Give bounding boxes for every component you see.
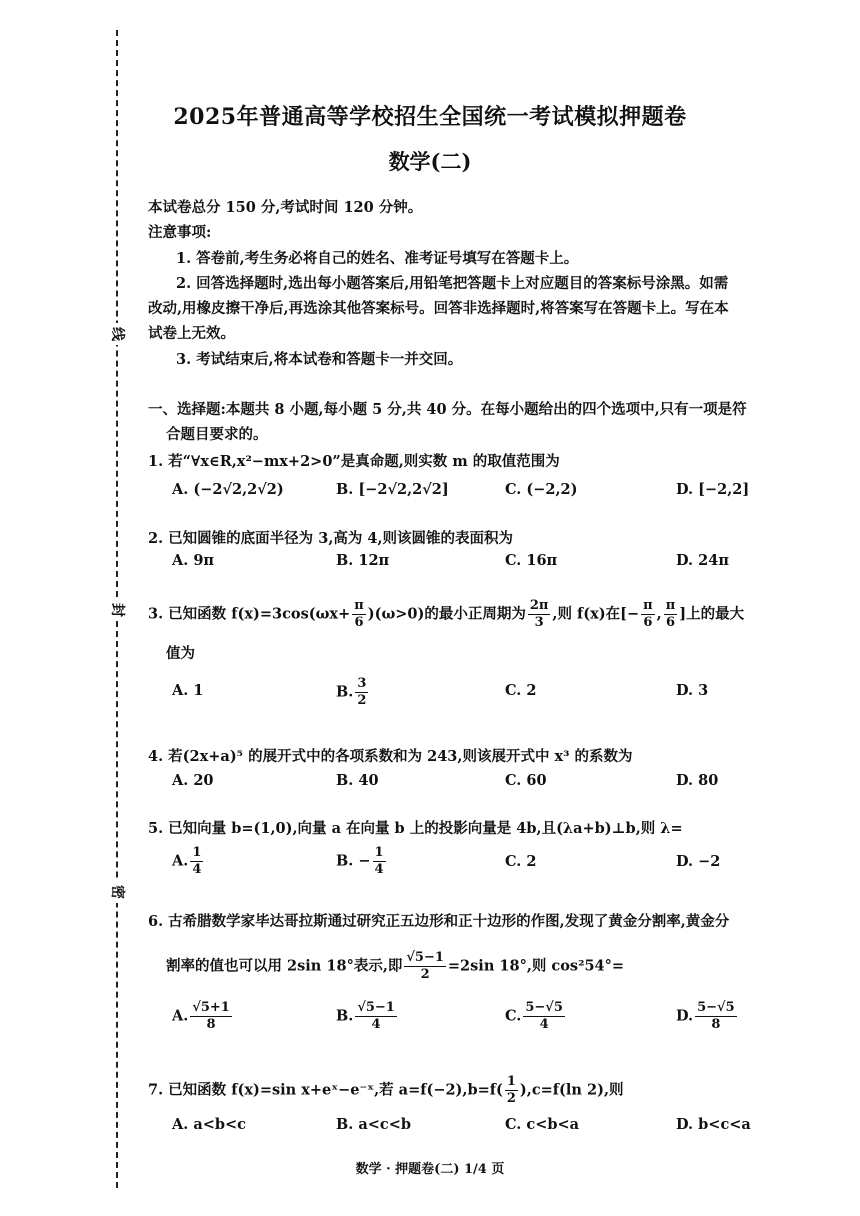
q4-option-c: C. 60 bbox=[505, 772, 547, 789]
q6-option-d: D. $\frac{5-√5}{8}$ bbox=[676, 1000, 735, 1032]
q4-stem: 4. 若(2x+a)⁵ 的展开式中的各项系数和为 243,则该展开式中 x³ 的系数为 bbox=[148, 748, 633, 765]
section-1-heading: 一、选择题:本题共 8 小题,每小题 5 分,共 40 分。在每小题给出的四个选项中,只有一项是符 bbox=[148, 401, 747, 418]
notes-item-2b: 改动,用橡皮擦干净后,再选涂其他答案标号。回答非选择题时,将答案写在答题卡上。写在本 bbox=[148, 300, 729, 317]
q7-option-b: B. a<c<b bbox=[336, 1116, 412, 1133]
q3-option-b: B. $\frac{3}{2}$ bbox=[336, 676, 367, 708]
q2-option-d: D. 24π bbox=[676, 552, 729, 569]
q6-option-b: B. $\frac{√5-1}{4}$ bbox=[336, 1000, 395, 1032]
q3-stem-line2: 值为 bbox=[166, 645, 195, 662]
page-footer: 数学 · 押题卷(二) 1/4 页 bbox=[355, 1162, 505, 1177]
q6-option-c: C. $\frac{5-√5}{4}$ bbox=[505, 1000, 563, 1032]
exam-title: 2025年普通高等学校招生全国统一考试模拟押题卷 bbox=[173, 104, 687, 130]
q3-frac-upper: $\frac{\pi}{6}$ bbox=[665, 598, 676, 630]
q2-option-a: A. 9π bbox=[172, 552, 215, 569]
q3-stem-part3: ,则 f(x)在[− bbox=[552, 605, 640, 623]
q3-frac-pi-6: $\frac{\pi}{6}$ bbox=[354, 598, 364, 630]
q6-golden-ratio-frac: $\frac{√5-1}{2}$ bbox=[406, 950, 444, 982]
q7-option-d: D. b<c<a bbox=[676, 1116, 751, 1133]
q2-stem: 2. 已知圆锥的底面半径为 3,高为 4,则该圆锥的表面积为 bbox=[148, 530, 514, 547]
section-1-heading-cont: 合题目要求的。 bbox=[166, 426, 268, 443]
q1-option-b: B. [−2√2,2√2] bbox=[336, 481, 449, 498]
q4-option-d: D. 80 bbox=[676, 772, 719, 789]
q3-stem-part2: )(ω>0)的最小正周期为 bbox=[367, 605, 526, 623]
q3-stem-part1: 3. 已知函数 f(x)=3cos(ωx+ bbox=[148, 605, 351, 623]
notes-item-2c: 试卷上无效。 bbox=[148, 325, 235, 342]
q7-stem: 7. 已知函数 f(x)=sin x+eˣ−e⁻ˣ,若 a=f(−2),b=f( $\frac{1}{2}$ ),c=f(ln 2),则 bbox=[148, 1074, 624, 1106]
q7-frac-half: $\frac{1}{2}$ bbox=[506, 1074, 516, 1106]
notes-heading: 注意事项: bbox=[148, 224, 212, 241]
q1-stem: 1. 若“∀x∈R,x²−mx+2>0”是真命题,则实数 m 的取值范围为 bbox=[148, 453, 560, 470]
q3-stem-part4: , bbox=[656, 605, 662, 623]
q4-option-a: A. 20 bbox=[172, 772, 214, 789]
q5-option-c: C. 2 bbox=[505, 853, 537, 870]
binding-label-bottom: 密 bbox=[105, 881, 129, 903]
q3-stem-part5: ]上的最大 bbox=[679, 605, 745, 623]
q3-frac-period: $\frac{2\pi}{3}$ bbox=[529, 598, 549, 630]
q7-option-a: A. a<b<c bbox=[172, 1116, 247, 1133]
q2-option-b: B. 12π bbox=[336, 552, 390, 569]
q5-stem: 5. 已知向量 b=(1,0),向量 a 在向量 b 上的投影向量是 4b,且(λa+b)⊥b,则 λ= bbox=[148, 820, 683, 837]
q4-option-b: B. 40 bbox=[336, 772, 379, 789]
q2-option-c: C. 16π bbox=[505, 552, 558, 569]
q3-option-a: A. 1 bbox=[172, 682, 204, 699]
q3-frac-lower: $\frac{\pi}{6}$ bbox=[643, 598, 653, 630]
q5-option-b: B. − $\frac{1}{4}$ bbox=[336, 845, 384, 877]
exam-subtitle: 数学(二) bbox=[388, 149, 472, 174]
notes-item-3: 3. 考试结束后,将本试卷和答题卡一并交回。 bbox=[176, 351, 463, 368]
notes-item-1: 1. 答卷前,考生务必将自己的姓名、准考证号填写在答题卡上。 bbox=[176, 250, 579, 267]
q1-option-d: D. [−2,2] bbox=[676, 481, 750, 498]
binding-label-mid: 封 bbox=[105, 599, 129, 621]
q5-option-d: D. −2 bbox=[676, 853, 721, 870]
q3-stem bbox=[148, 598, 744, 631]
notes-item-2a: 2. 回答选择题时,选出每小题答案后,用铅笔把答题卡上对应题目的答案标号涂黑。如需 bbox=[176, 275, 729, 292]
q6-option-a: A. $\frac{√5+1}{8}$ bbox=[172, 1000, 230, 1032]
notes-intro: 本试卷总分 150 分,考试时间 120 分钟。 bbox=[148, 199, 423, 216]
q6-stem-line1: 6. 古希腊数学家毕达哥拉斯通过研究正五边形和正十边形的作图,发现了黄金分割率,黄金分 bbox=[148, 913, 730, 930]
q6-stem-line2: 割率的值也可以用 2sin 18°表示,即 $\frac{√5-1}{2}$ =2sin 18°,则 cos²54°= bbox=[166, 950, 625, 982]
q3-option-c: C. 2 bbox=[505, 682, 537, 699]
q1-option-c: C. (−2,2) bbox=[505, 481, 578, 498]
q7-option-c: C. c<b<a bbox=[505, 1116, 580, 1133]
binding-label-top: 线 bbox=[105, 323, 129, 345]
q3-option-d: D. 3 bbox=[676, 682, 709, 699]
q5-option-a: A. $\frac{1}{4}$ bbox=[172, 845, 202, 877]
q1-option-a: A. (−2√2,2√2) bbox=[172, 481, 284, 498]
